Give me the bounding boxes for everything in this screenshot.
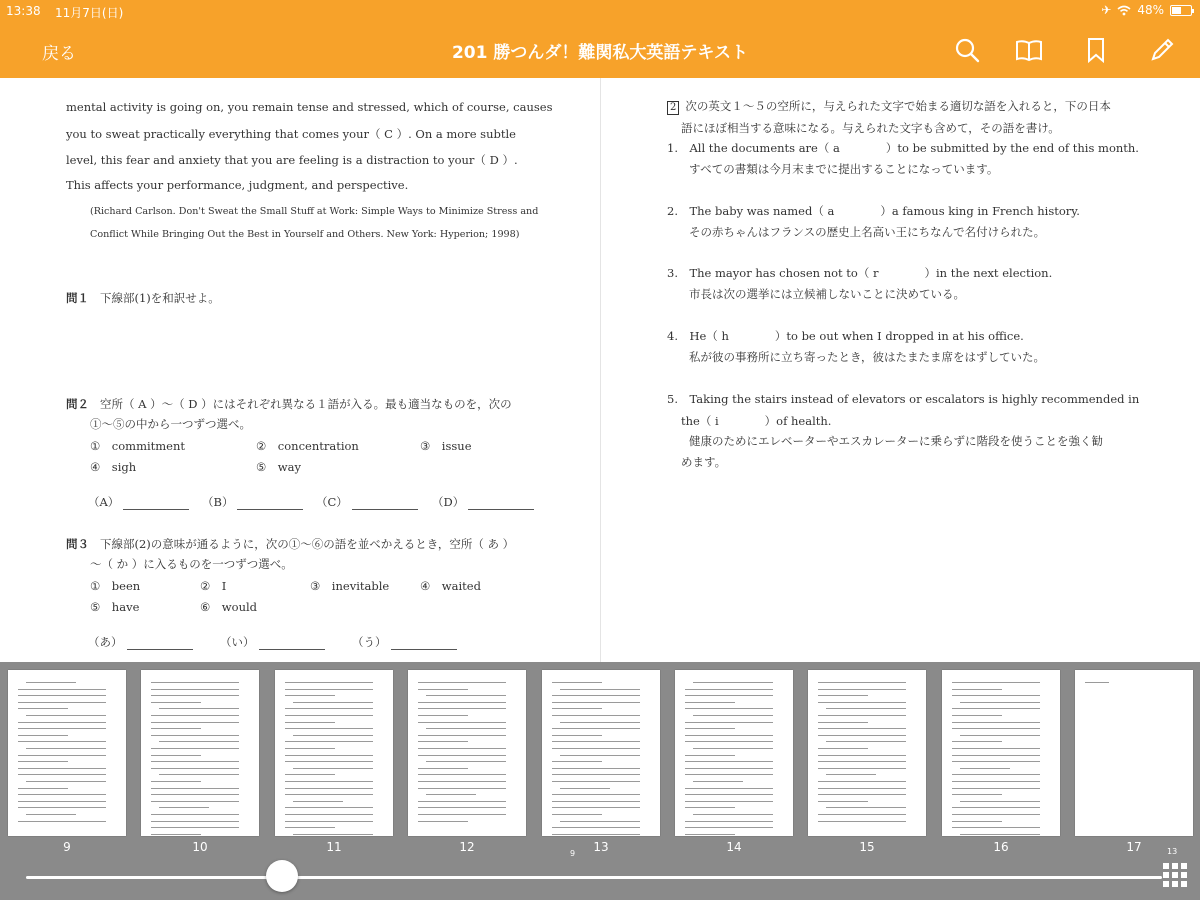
- page-thumbnail[interactable]: [808, 670, 926, 836]
- thumbnail-text-line: [26, 814, 76, 815]
- thumbnail-text-line: [552, 794, 640, 795]
- thumbnail-text-line: [159, 774, 239, 775]
- passage-line: level, this fear and anxiety that you are feeling is a distraction to your（ D ）.: [66, 153, 518, 167]
- thumbnail-text-line: [18, 761, 68, 762]
- answer-blank: （あ）: [88, 634, 193, 650]
- battery-level: [1172, 7, 1181, 14]
- thumbnail-text-line: [952, 788, 1040, 789]
- thumbnail-text-line: [18, 801, 106, 802]
- thumbnail-text-line: [818, 794, 906, 795]
- thumbnail-text-line: [826, 774, 876, 775]
- exercise-japanese: 私が彼の事務所に立ち寄ったとき，彼はたまたま席をはずしていた。: [689, 350, 1046, 364]
- thumbnail-text-line: [151, 755, 201, 756]
- thumbnail-text-line: [952, 748, 1040, 749]
- thumbnail-text-line: [285, 715, 373, 716]
- thumbnail-text-line: [418, 781, 506, 782]
- answer-blank: （A）: [88, 494, 189, 510]
- thumbnail-text-line: [552, 735, 602, 736]
- left-page: [0, 78, 600, 670]
- thumbnail-text-line: [151, 695, 239, 696]
- thumbnail-text-line: [552, 807, 640, 808]
- page-thumbnail[interactable]: [8, 670, 126, 836]
- thumbnail-text-line: [952, 761, 1040, 762]
- thumbnail-text-line: [560, 788, 610, 789]
- thumbnail-text-line: [818, 682, 906, 683]
- thumbnail-text-line: [552, 728, 640, 729]
- thumbnail-text-line: [418, 748, 506, 749]
- thumbnail-text-line: [552, 774, 640, 775]
- thumbnail-page-number: 10: [192, 840, 208, 854]
- option: ① been: [90, 579, 141, 593]
- thumbnail-text-line: [18, 774, 106, 775]
- thumbnail-page-number: 14: [726, 840, 742, 854]
- thumbnail-text-line: [18, 728, 106, 729]
- thumbnail-text-line: [685, 735, 773, 736]
- thumbnail-text-line: [285, 728, 373, 729]
- exercise-japanese: 市長は次の選挙には立候補しないことに決めている。: [689, 287, 965, 301]
- book-icon: [1015, 36, 1043, 64]
- search-button[interactable]: [953, 36, 981, 64]
- right-page: [600, 78, 1200, 670]
- page-slider-knob[interactable]: [266, 860, 298, 892]
- thumbnail-text-line: [151, 768, 239, 769]
- thumbnail-text-line: [818, 748, 868, 749]
- thumbnail-text-line: [159, 741, 239, 742]
- thumbnail-text-line: [952, 814, 1040, 815]
- thumbnail-text-line: [285, 794, 373, 795]
- exercise-english: 4. He（ h ）to be out when I dropped in at his office.: [667, 329, 1024, 343]
- citation-line: Conflict While Bringing Out the Best in Yourself and Others. New York: Hyperion; 1998): [90, 229, 520, 240]
- thumbnail-text-line: [952, 728, 1040, 729]
- thumbnail-text-line: [685, 689, 773, 690]
- thumbnail-text-line: [151, 821, 239, 822]
- thumbnail-text-line: [552, 682, 602, 683]
- thumbnail-text-line: [952, 695, 1040, 696]
- thumbnail-text-line: [960, 801, 1040, 802]
- grid-icon: [1162, 862, 1188, 888]
- thumbnail-text-line: [18, 807, 106, 808]
- thumbnail-text-line: [418, 715, 468, 716]
- page-thumbnail[interactable]: [942, 670, 1060, 836]
- grid-view-button[interactable]: [1162, 862, 1188, 888]
- thumbnail-text-line: [151, 689, 239, 690]
- thumbnail-text-line: [418, 702, 506, 703]
- thumbnail-text-line: [952, 722, 1040, 723]
- thumbnail-text-line: [952, 682, 1040, 683]
- current-page-marker: 9: [570, 849, 576, 858]
- thumbnail-text-line: [293, 768, 373, 769]
- thumbnail-text-line: [418, 821, 468, 822]
- thumbnail-text-line: [151, 827, 239, 828]
- thumbnail-text-line: [685, 722, 773, 723]
- thumbnail-text-line: [159, 807, 209, 808]
- thumbnail-text-line: [285, 814, 373, 815]
- thumbnail-page-number: 17: [1126, 840, 1142, 854]
- thumbnail-text-line: [952, 741, 1002, 742]
- thumbnail-text-line: [552, 827, 640, 828]
- thumbnail-text-line: [418, 735, 506, 736]
- thumbnail-text-line: [818, 801, 868, 802]
- thumbnail-text-line: [285, 689, 373, 690]
- thumbnail-text-line: [818, 768, 906, 769]
- thumbnail-text-line: [18, 689, 106, 690]
- thumbnail-text-line: [293, 834, 373, 835]
- thumbnail-text-line: [285, 741, 373, 742]
- thumbnail-text-line: [818, 715, 906, 716]
- question-3-text: ～（ か ）に入るものを一つずつ選べ。: [90, 557, 293, 571]
- thumbnail-text-line: [818, 702, 906, 703]
- thumbnail-text-line: [818, 735, 906, 736]
- thumbnail-text-line: [826, 708, 906, 709]
- thumbnail-text-line: [685, 741, 773, 742]
- thumbnail-text-line: [26, 781, 106, 782]
- thumbnail-text-line: [685, 761, 773, 762]
- thumbnail-text-line: [293, 702, 373, 703]
- thumbnail-text-line: [685, 794, 773, 795]
- exercise-japanese: その赤ちゃんはフランスの歴史上名高い王にちなんで名付けられた。: [689, 225, 1046, 239]
- thumbnail-text-line: [418, 807, 506, 808]
- thumbnail-text-line: [560, 689, 640, 690]
- question-2-label: 問２: [66, 397, 89, 411]
- thumbnail-text-line: [418, 708, 506, 709]
- thumbnail-text-line: [18, 695, 106, 696]
- thumbnail-page-number: 13: [593, 840, 609, 854]
- thumbnail-text-line: [693, 715, 773, 716]
- thumbnail-text-line: [685, 788, 773, 789]
- page-thumbnail[interactable]: [275, 670, 393, 836]
- thumbnail-text-line: [952, 807, 1040, 808]
- status-date: 11月7日(日): [55, 6, 124, 20]
- thumbnail-page-number: 12: [459, 840, 475, 854]
- thumbnail-text-line: [285, 788, 373, 789]
- question-1-label: 問１: [66, 291, 89, 305]
- thumbnail-text-line: [960, 768, 1010, 769]
- annotate-button[interactable]: [1148, 36, 1176, 64]
- exercise-japanese: すべての書類は今月末までに提出することになっています。: [689, 162, 999, 176]
- thumbnail-text-line: [151, 722, 239, 723]
- thumbnail-text-line: [151, 834, 201, 835]
- thumbnail-text-line: [560, 755, 640, 756]
- section-intro: 2 次の英文１～５の空所に，与えられた文字で始まる適切な語を入れると，下の日本: [667, 98, 1111, 115]
- thumbnail-text-line: [952, 794, 1002, 795]
- thumbnail-text-line: [685, 755, 735, 756]
- citation-line: (Richard Carlson. Don't Sweat the Small Stuff at Work: Simple Ways to Minimize Stress and: [90, 206, 539, 217]
- thumbnail-text-line: [426, 728, 506, 729]
- thumbnail-text-line: [285, 807, 373, 808]
- thumbnail-text-line: [685, 827, 773, 828]
- thumbnail-text-line: [685, 695, 773, 696]
- answer-blank: （B）: [202, 494, 303, 510]
- thumbnail-text-line: [826, 807, 906, 808]
- thumbnail-text-line: [285, 821, 373, 822]
- thumbnail-text-line: [960, 834, 1040, 835]
- thumbnail-text-line: [693, 748, 773, 749]
- option: ③ inevitable: [310, 579, 390, 593]
- thumbnail-text-line: [552, 715, 640, 716]
- question-2-text: ①～⑤の中から一つずつ選べ。: [90, 417, 251, 431]
- search-icon: [953, 36, 981, 64]
- thumbnail-text-line: [285, 755, 373, 756]
- exercise-english: 3. The mayor has chosen not to（ r ）in the next election.: [667, 266, 1053, 280]
- battery-icon: [1170, 5, 1192, 16]
- thumbnail-text-line: [552, 814, 602, 815]
- thumbnail-text-line: [159, 708, 239, 709]
- thumbnail-text-line: [552, 781, 640, 782]
- thumbnail-text-line: [552, 761, 602, 762]
- thumbnail-text-line: [18, 768, 106, 769]
- thumbnail-text-line: [18, 708, 68, 709]
- thumbnail-text-line: [285, 682, 373, 683]
- thumbnail-text-line: [18, 794, 106, 795]
- answer-blank: （い）: [220, 634, 325, 650]
- battery-percent: 48%: [1137, 3, 1164, 17]
- thumbnail-text-line: [151, 814, 239, 815]
- passage-line: mental activity is going on, you remain tense and stressed, which of course, causes: [66, 100, 553, 114]
- status-time: 13:38: [6, 4, 41, 18]
- document-title: 201 勝つんダ！難関私大英語テキスト: [451, 43, 749, 63]
- page-thumbnail[interactable]: [675, 670, 793, 836]
- page-thumbnail[interactable]: [408, 670, 526, 836]
- thumbnail-text-line: [18, 735, 68, 736]
- thumbnail-text-line: [151, 715, 239, 716]
- thumbnail-text-line: [285, 827, 335, 828]
- thumbnail-text-line: [560, 821, 640, 822]
- table-of-contents-button[interactable]: [1015, 36, 1043, 64]
- page-slider-track[interactable]: [26, 876, 1162, 879]
- thumbnail-text-line: [285, 761, 373, 762]
- thumbnail-text-line: [418, 741, 468, 742]
- thumbnail-text-line: [18, 821, 106, 822]
- thumbnail-text-line: [418, 689, 468, 690]
- passage-line: you to sweat practically everything that comes your（ C ）. On a more subtle: [66, 127, 516, 141]
- question-1-text: 下線部(1)を和訳せよ。: [100, 291, 220, 305]
- thumbnail-text-line: [952, 781, 1040, 782]
- thumbnail-text-line: [418, 814, 506, 815]
- thumbnail-text-line: [26, 748, 106, 749]
- thumbnail-text-line: [18, 788, 68, 789]
- page-spread[interactable]: [0, 78, 1200, 670]
- thumbnail-text-line: [952, 689, 1002, 690]
- thumbnail-text-line: [151, 794, 239, 795]
- thumbnail-page-number: 16: [993, 840, 1009, 854]
- exercise-english: 1. All the documents are（ a ）to be submitted by the end of this month.: [667, 141, 1139, 155]
- thumbnail-text-line: [285, 695, 335, 696]
- thumbnail-text-line: [952, 774, 1040, 775]
- passage-line: This affects your performance, judgment, and perspective.: [66, 178, 409, 192]
- thumbnail-text-line: [818, 695, 868, 696]
- thumbnail-text-line: [685, 821, 773, 822]
- thumbnail-text-line: [151, 702, 201, 703]
- thumbnail-text-line: [26, 682, 76, 683]
- thumbnail-text-line: [418, 768, 468, 769]
- thumbnail-text-line: [151, 801, 239, 802]
- answer-blank: （D）: [432, 494, 534, 510]
- thumbnail-text-line: [418, 788, 506, 789]
- thumbnail-text-line: [552, 748, 640, 749]
- toolbar: [0, 22, 1200, 78]
- thumbnail-text-line: [552, 708, 602, 709]
- exercise-english: 2. The baby was named（ a ）a famous king in French history.: [667, 204, 1080, 218]
- option: ③ issue: [420, 439, 472, 453]
- thumbnail-text-line: [826, 741, 906, 742]
- page-thumbnail[interactable]: [542, 670, 660, 836]
- thumbnail-text-line: [426, 794, 476, 795]
- thumbnail-text-line: [818, 755, 906, 756]
- thumbnail-text-line: [418, 722, 506, 723]
- exercise-english: the（ i ）of health.: [681, 414, 832, 428]
- option: ② concentration: [256, 439, 359, 453]
- thumbnail-text-line: [151, 728, 201, 729]
- thumbnail-text-line: [418, 682, 506, 683]
- thumbnail-text-line: [26, 715, 106, 716]
- thumbnail-text-line: [818, 788, 906, 789]
- thumbnail-text-line: [552, 702, 640, 703]
- thumbnail-text-line: [818, 814, 906, 815]
- back-button[interactable]: 戻る: [42, 44, 76, 64]
- exercise-japanese: めます。: [681, 455, 727, 469]
- thumbnail-text-line: [18, 722, 106, 723]
- thumbnail-text-line: [952, 715, 1002, 716]
- thumbnail-text-line: [285, 781, 373, 782]
- thumbnail-text-line: [818, 761, 906, 762]
- option: ① commitment: [90, 439, 186, 453]
- thumbnail-text-line: [293, 801, 343, 802]
- thumbnail-text-line: [952, 708, 1040, 709]
- thumbnail-text-line: [693, 781, 743, 782]
- question-3-label: 問３: [66, 537, 89, 551]
- thumbnail-page-number: 11: [326, 840, 342, 854]
- thumbnail-text-line: [560, 722, 640, 723]
- thumbnail-text-line: [1085, 682, 1109, 683]
- exercise-japanese: 健康のためにエレベーターやエスカレーターに乗らずに階段を使うことを強く勧: [689, 434, 1103, 448]
- thumbnail-text-line: [151, 788, 239, 789]
- thumbnail-text-line: [285, 774, 335, 775]
- thumbnail-text-line: [293, 735, 373, 736]
- thumbnail-text-line: [685, 834, 735, 835]
- airplane-icon: ✈: [1101, 3, 1112, 17]
- answer-blank: （C）: [316, 494, 418, 510]
- option: ④ waited: [420, 579, 481, 593]
- status-bar: [0, 0, 1200, 22]
- thumbnail-text-line: [418, 774, 506, 775]
- thumbnail-text-line: [285, 708, 373, 709]
- thumbnail-text-line: [151, 761, 239, 762]
- thumbnail-text-line: [418, 801, 506, 802]
- thumbnail-text-line: [418, 755, 506, 756]
- thumbnail-text-line: [285, 722, 335, 723]
- thumbnail-text-line: [552, 801, 640, 802]
- thumbnail-text-line: [426, 761, 506, 762]
- thumbnail-text-line: [151, 735, 239, 736]
- question-3-text: 下線部(2)の意味が通るように，次の①～⑥の語を並べかえるとき，空所（ あ ）: [100, 537, 515, 551]
- thumbnail-text-line: [685, 807, 735, 808]
- thumbnail-text-line: [151, 682, 239, 683]
- answer-blank: （う）: [352, 634, 457, 650]
- thumbnail-text-line: [960, 735, 1040, 736]
- thumbnail-text-line: [685, 728, 735, 729]
- thumbnail-text-line: [685, 768, 773, 769]
- thumbnail-text-line: [818, 781, 906, 782]
- pencil-icon: [1148, 36, 1176, 64]
- section-number: 2: [667, 101, 679, 115]
- thumbnail-text-line: [818, 722, 868, 723]
- option: ② I: [200, 579, 227, 593]
- thumbnail-text-line: [952, 821, 1002, 822]
- thumbnail-strip[interactable]: [0, 662, 1200, 900]
- thumbnail-text-line: [285, 748, 335, 749]
- thumbnail-text-line: [151, 781, 201, 782]
- thumbnail-text-line: [818, 689, 906, 690]
- exercise-english: 5. Taking the stairs instead of elevators or escalators is highly recommended in: [667, 392, 1140, 406]
- option: ④ sigh: [90, 460, 137, 474]
- thumbnail-text-line: [952, 827, 1040, 828]
- bookmark-icon: [1082, 36, 1110, 64]
- option: ⑤ way: [256, 460, 302, 474]
- thumbnail-text-line: [693, 814, 773, 815]
- thumbnail-text-line: [426, 695, 506, 696]
- section-intro: 語にほぼ相当する意味になる。与えられた文字も含めて，その語を書け。: [681, 121, 1060, 135]
- thumbnail-text-line: [693, 682, 773, 683]
- thumbnail-text-line: [685, 774, 773, 775]
- wifi-icon: [1117, 5, 1131, 16]
- thumbnail-text-line: [960, 702, 1040, 703]
- bookmark-button[interactable]: [1082, 36, 1110, 64]
- thumbnail-text-line: [151, 748, 239, 749]
- thumbnail-text-line: [18, 741, 106, 742]
- thumbnail-text-line: [552, 768, 640, 769]
- thumbnail-text-line: [685, 708, 773, 709]
- option: ⑥ would: [200, 600, 258, 614]
- thumbnail-text-line: [18, 702, 106, 703]
- thumbnail-text-line: [552, 834, 640, 835]
- thumbnail-text-line: [18, 755, 106, 756]
- status-right: [1101, 3, 1192, 17]
- thumbnail-text-line: [952, 755, 1040, 756]
- thumbnail-text-line: [818, 821, 906, 822]
- thumbnail-text-line: [685, 801, 773, 802]
- total-page-marker: 13: [1167, 847, 1178, 856]
- thumbnail-text-line: [685, 702, 735, 703]
- thumbnail-page-number: 15: [859, 840, 875, 854]
- thumbnail-text-line: [552, 741, 640, 742]
- thumbnail-text-line: [818, 728, 906, 729]
- page-thumbnail[interactable]: [1075, 670, 1193, 836]
- thumbnail-page-number: 9: [63, 840, 71, 854]
- option: ⑤ have: [90, 600, 140, 614]
- question-2-text: 空所（ A ）～（ D ）にはそれぞれ異なる１語が入る。最も適当なものを，次の: [100, 397, 512, 411]
- thumbnail-text-line: [552, 695, 640, 696]
- page-thumbnail[interactable]: [141, 670, 259, 836]
